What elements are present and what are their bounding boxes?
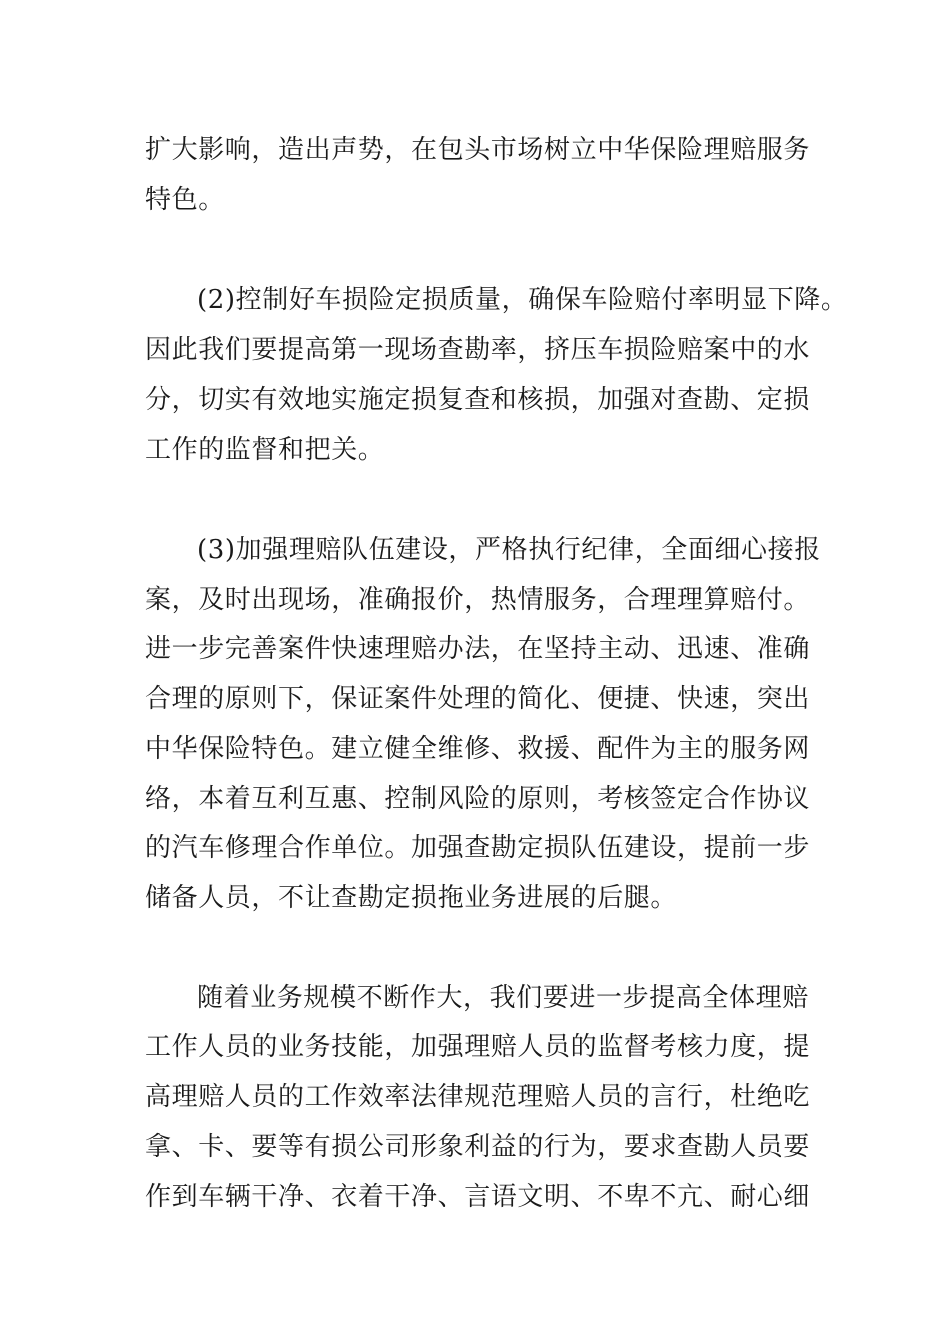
- paragraph-1-line-1: 扩大影响，造出声势，在包头市场树立中华保险理赔服务: [145, 135, 811, 165]
- paragraph-4-line-2: 工作人员的业务技能，加强理赔人员的监督考核力度，提: [145, 1032, 811, 1062]
- paragraph-3-line-1: (3)加强理赔队伍建设，严格执行纪律，全面细心接报: [197, 535, 821, 565]
- paragraph-2-line-3: 分，切实有效地实施定损复查和核损，加强对查勘、定损: [145, 385, 811, 415]
- paragraph-3-line-4: 合理的原则下，保证案件处理的简化、便捷、快速，突出: [145, 684, 811, 714]
- paragraph-3-line-7: 的汽车修理合作单位。加强查勘定损队伍建设，提前一步: [145, 833, 811, 863]
- paragraph-4-line-4: 拿、卡、要等有损公司形象利益的行为，要求查勘人员要: [145, 1132, 811, 1162]
- paragraph-1-line-2: 特色。: [145, 185, 225, 215]
- paragraph-3-line-6: 络，本着互利互惠、控制风险的原则，考核签定合作协议: [145, 784, 811, 814]
- paragraph-3-line-8: 储备人员，不让查勘定损拖业务进展的后腿。: [145, 883, 678, 913]
- paragraph-4-line-3: 高理赔人员的工作效率法律规范理赔人员的言行，杜绝吃: [145, 1082, 811, 1112]
- paragraph-4-line-1: 随着业务规模不断作大，我们要进一步提高全体理赔: [197, 983, 809, 1013]
- paragraph-2-line-2: 因此我们要提高第一现场查勘率，挤压车损险赔案中的水: [145, 335, 811, 365]
- paragraph-2-line-4: 工作的监督和把关。: [145, 435, 385, 465]
- paragraph-4-line-5: 作到车辆干净、衣着干净、言语文明、不卑不亢、耐心细: [145, 1182, 811, 1212]
- paragraph-3-line-3: 进一步完善案件快速理赔办法，在坚持主动、迅速、准确: [145, 634, 811, 664]
- paragraph-3-line-5: 中华保险特色。建立健全维修、救援、配件为主的服务网: [145, 734, 811, 764]
- paragraph-3-line-2: 案，及时出现场，准确报价，热情服务，合理理算赔付。: [145, 585, 811, 615]
- paragraph-2-line-1: (2)控制好车损险定损质量，确保车险赔付率明显下降。: [197, 285, 848, 315]
